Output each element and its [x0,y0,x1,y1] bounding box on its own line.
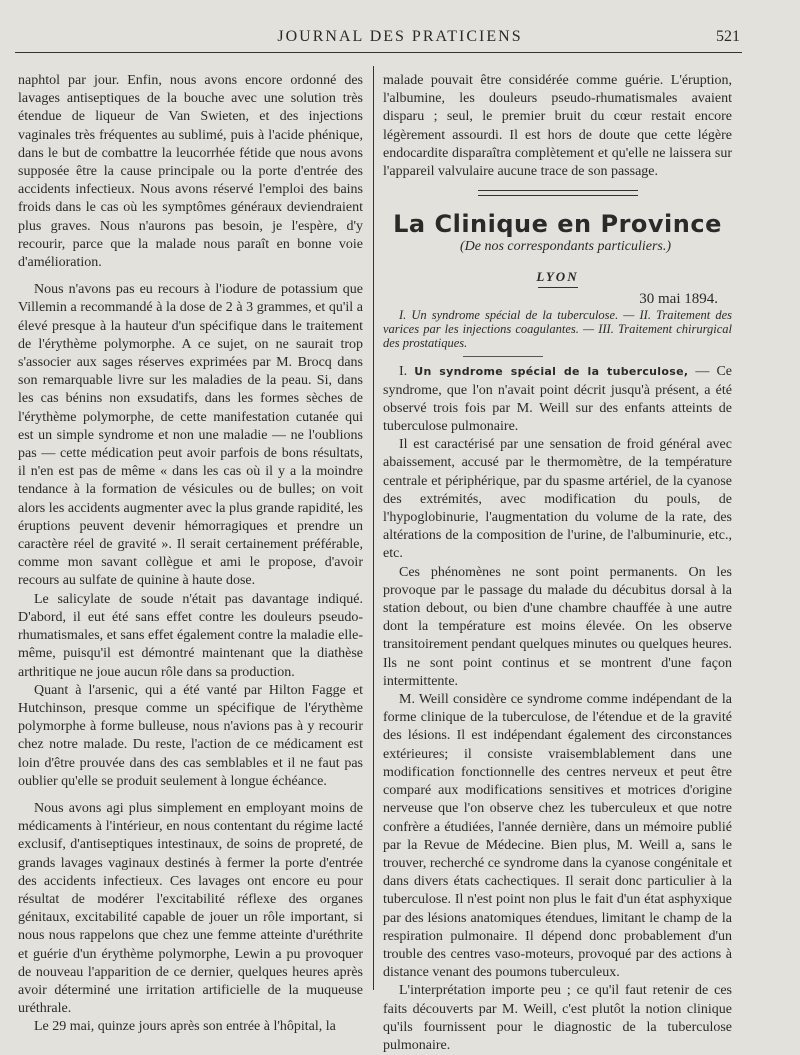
page-number: 521 [716,28,740,45]
run-in-heading: Un syndrome spécial de la tuberculose, [414,365,689,379]
paragraph [383,363,732,436]
paragraph-text: — Ce syndrome, que l'on n'avait point décrit jusqu'à présent, a été observé trois fois par M. Weill sur des enfants atteints de tuberculose pulmonaire. [383,364,733,435]
paragraph: Ces phénomènes ne sont point permanents. On les provoque par le passage du malade du décubitus dorsal à la station debout, ou bien d'une chambre chauffée à une autre dont la température est moins élevée. On les observe transitoirement pendant quelques minutes ou quelques heures. Ils ne sont point continus et se montrent d'une façon intermittente. [383,564,732,689]
column-divider [373,66,374,990]
paragraph: malade pouvait être considérée comme guérie. L'éruption, l'albumine, les douleurs pseudo-rhumatismales avaient disparu ; seul, le premier bruit du cœur restait encore légèrement assourdi. Il est hors de doute que cette légère endocardite disparaîtra complètement et qu'elle ne laissera sur l'appareil valvulaire aucune trace de son passage. [383,73,732,180]
paragraph: Le 29 mai, quinze jours après son entrée à l'hôpital, la [34,1019,336,1035]
paragraph: Il est caractérisé par une sensation de froid général avec abaissement, accusé par le thermomètre, de la température centrale et périphérique, par du spasme artériel, de la cyanose des extrémités, avec modification du pouls, de l'hypoglobinurie, l'augmentation du volume de la rate, des altérations de la composition de l'urine, de l'albuminurie, etc., etc. [383,437,732,562]
paragraph: Quant à l'arsenic, qui a été vanté par Hilton Fagge et Hutchinson, presque comme un spécifique de l'érythème polymorphe à forme bulleuse, nous n'avions pas à y recourir chez notre malade. Du reste, l'action de ce médicament est loin d'être prouvée dans des cas semblables et il ne faut pas oublier qu'elle se produit seulement à longue échéance. [18,682,363,789]
paragraph: Nous avons agi plus simplement en employant moins de médicaments à l'intérieur, en nous contentant du régime lacté exclusif, d'antiseptiques intestinaux, de soins de propreté, de grands lavages vaginaux destinés à fermer la porte d'entrée des accidents infectieux. Ces lavages ont encore eu pour résultat de modérer l'excitabilité réflexe des organes génitaux, excitabilité capable de jouer un rôle important, si nous nous rappelons que chez une femme atteinte d'uréthrite et guérie d'un érythème polymorphe, Lewin a pu provoquer de nouveau l'apparition de ce dernier, quelques heures après avoir déterminé une irritation artificielle de la muqueuse uréthrale. [18,800,363,1017]
summary-rule [463,356,543,357]
section-number: I. [399,364,408,380]
journal-title: JOURNAL DES PRATICIENS [277,28,523,45]
paragraph: Nous n'avons pas eu recours à l'iodure de potassium que Villemin a recommandé à la dose de 2 à 3 grammes, et qu'il a élevé presque à la hauteur d'un spécifique dans le traitement de l'érythème polymorphe. A ce sujet, on ne saurait trop s'associer aux sages réserves exprimées par M. Brocq dans son remarquable livre sur les maladies de la peau. Si, dans les cas bénins non exsudatifs, dans les formes sèches de l'érythème polymorphe, de cette manifestation cutanée qui est un simple syndrome et non une maladie — ne l'oublions pas — cette médication peut avoir parfois de bons résultats, il n'en est pas de même « dans les cas où il y a la moindre tendance à la formation de vésicules ou de bulles; on voit alors les accidents augmenter avec la plus grande rapidité, les éruptions peuvent devenir hémorragiques et prendre un caractère réel de gravité ». Il serait certainement préférable, comme mon savant collègue et ami le propose, d'avoir recours au sulfate de quinine à haute dose. [18,282,363,589]
right-column [383,72,732,1055]
paragraph: L'interprétation importe peu ; ce qu'il faut retenir de ces faits découverts par M. Weill, c'est plutôt la notion clinique qu'ils fournissent pour le diagnostic de la tuberculose pulmonaire. [383,983,732,1053]
header-rule [15,52,742,53]
paragraph: naphtol par jour. Enfin, nous avons encore ordonné des lavages antiseptiques de la bouche avec une solution très étendue de liqueur de Van Swieten, et des injections vaginales très fréquentes au sublimé, puis à l'acide phénique, dans le but de combattre la leucorrhée fétide que nous avons supposée être la cause principale ou la porte d'entrée des accidents infectieux. Nous avons réservé l'emploi des bains froids dans le cas où les symptômes généraux deviendraient plus graves. Nous n'aurons pas besoin, je l'espère, d'y recourir, parce que la malade nous paraît en bonne voie d'amélioration. [18,73,363,271]
city-heading: LYON [536,269,579,285]
city-rule [538,287,578,288]
section-separator [478,190,638,196]
article-summary: I. Un syndrome spécial de la tuberculose. — II. Traitement des varices par les injections coagulantes. — III. Traitement chirurgical des prostatiques. [383,308,732,351]
paragraph: M. Weill considère ce syndrome comme indépendant de la forme clinique de la tuberculose, de l'étendue et de la gravité des lésions. Il est indépendant également des circonstances extérieures; il consiste vraisemblablement dans une modification fonctionnelle des centres nerveux et peut être comparé aux modifications sensitives et motrices d'origine nerveuse que l'on observe chez les tuberculeux et que notre confrère a étudiées, l'année dernière, dans un mémoire publié par la Revue de Médecine. Bien plus, M. Weill a, sans le trouver, recherché ce syndrome dans la cyanose congénitale et dans divers états cachectiques. Il serait donc particulier à la tuberculose. Il n'est point non plus le fait d'un état asphyxique par des lésions anatomiques étendues, limitant le champ de la respiration pulmonaire. Il dépend donc probablement d'un trouble des centres vaso-moteurs, provoqué par des actions à distance venant des poumons tuberculeux. [383,692,732,981]
running-header [0,28,800,50]
left-column [18,72,363,1037]
dateline: 30 mai 1894. [639,291,718,308]
section-subtitle: (De nos correspondants particuliers.) [459,239,672,255]
section-title: La Clinique en Province [393,210,722,239]
paragraph: Le salicylate de soude n'était pas davantage indiqué. D'abord, il eut été sans effet contre les douleurs pseudo-rhumatismales, et sans effet également contre la maladie elle-même, puisqu'il est démontré maintenant que la diathèse arthritique ne joue aucun rôle dans sa production. [18,591,363,680]
